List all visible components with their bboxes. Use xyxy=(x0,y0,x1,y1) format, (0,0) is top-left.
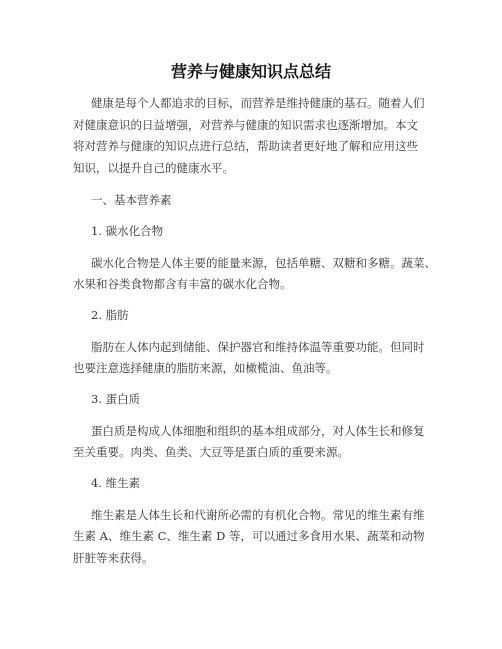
item-body-line: 至关重要。肉类、鱼类、大豆等是蛋白质的重要来源。 xyxy=(73,445,349,459)
item-body-line: 生素 A、维生素 C、维生素 D 等，可以通过多食用水果、蔬菜和动物 xyxy=(73,529,425,543)
section-heading: 一、基本营养素 xyxy=(91,193,172,207)
item-heading: 4. 维生素 xyxy=(91,476,141,490)
intro-line: 将对营养与健康的知识点进行总结，帮助读者更好地了解和应用这些 xyxy=(73,139,418,153)
intro-line: 对健康意识的日益增强，对营养与健康的知识需求也逐渐增加。本文 xyxy=(73,118,418,132)
item-body-line: 肝脏等来获得。 xyxy=(73,551,154,565)
item-body-line: 蛋白质是构成人体细胞和组织的基本组成部分，对人体生长和修复 xyxy=(91,424,425,438)
item-body-line: 也要注意选择健康的脂肪来源，如橄榄油、鱼油等。 xyxy=(73,361,338,375)
item-heading: 1. 碳水化合物 xyxy=(91,224,164,238)
document-title: 营养与健康知识点总结 xyxy=(170,62,331,81)
intro-line: 健康是每个人都追求的目标，而营养是维持健康的基石。随着人们 xyxy=(91,96,425,110)
item-body-line: 水果和谷类食物都含有丰富的碳水化合物。 xyxy=(73,277,292,291)
item-body-line: 维生素是人体生长和代谢所必需的有机化合物。常见的维生素有维 xyxy=(91,508,425,522)
item-heading: 3. 蛋白质 xyxy=(91,392,141,406)
item-body-line: 碳水化合物是人体主要的能量来源，包括单糖、双糖和多糖。蔬菜、 xyxy=(91,256,436,270)
intro-line: 知识，以提升自己的健康水平。 xyxy=(73,161,234,175)
item-heading: 2. 脂肪 xyxy=(91,308,129,322)
item-body-line: 脂肪在人体内起到储能、保护器官和维持体温等重要功能。但同时 xyxy=(91,340,425,354)
